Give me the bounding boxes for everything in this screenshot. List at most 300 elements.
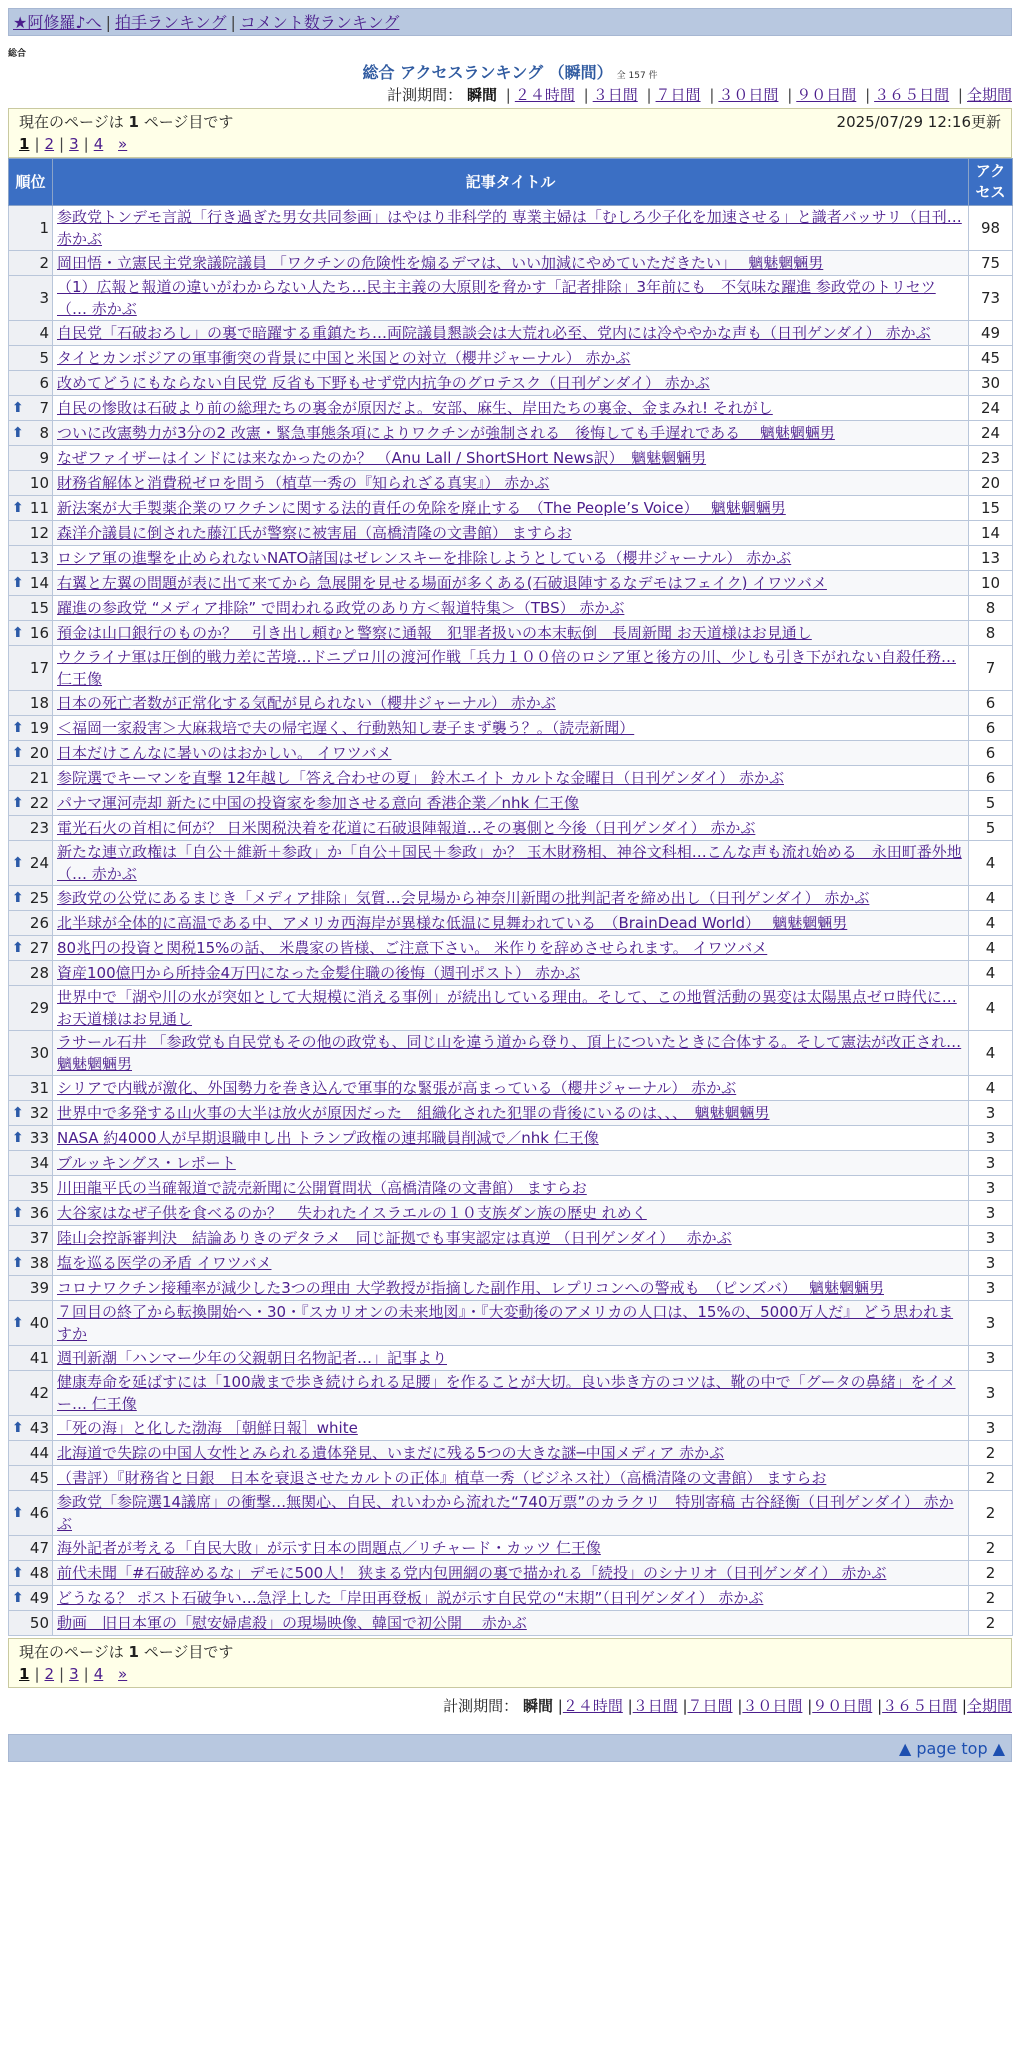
table-row xyxy=(9,321,1013,346)
period-link-all-bottom[interactable]: 全期間 xyxy=(966,1697,1012,1715)
table-row xyxy=(9,791,1013,816)
rank-number: 28 xyxy=(29,964,49,982)
article-link[interactable]: 改めてどうにもならない自民党 反省も下野もせず党内抗争のグロテスク（日刊ゲンダイ） 赤かぶ xyxy=(57,374,710,392)
table-row xyxy=(9,621,1013,646)
title-cell xyxy=(53,1441,969,1466)
table-row xyxy=(9,251,1013,276)
access-count: 2 xyxy=(969,1466,1013,1491)
rank-cell xyxy=(9,276,53,321)
table-row xyxy=(9,1251,1013,1276)
rank-cell xyxy=(9,886,53,911)
rank-cell xyxy=(9,1611,53,1636)
access-count: 24 xyxy=(969,421,1013,446)
access-count: 4 xyxy=(969,961,1013,986)
access-count: 30 xyxy=(969,371,1013,396)
access-count: 3 xyxy=(969,1371,1013,1416)
title-cell xyxy=(53,1491,969,1536)
page-link-3-bottom[interactable]: 3 xyxy=(69,1665,79,1683)
access-count: 6 xyxy=(969,691,1013,716)
rank-cell xyxy=(9,251,53,276)
table-row xyxy=(9,1586,1013,1611)
page xyxy=(8,8,1012,1762)
table-row xyxy=(9,521,1013,546)
access-count: 10 xyxy=(969,571,1013,596)
article-link[interactable]: 新たな連立政権は「自公＋維新＋参政」か「自公＋国民＋参政」か？ 玉木財務相、神谷文科相…こんな声も流れ始める 永田町番外地（… 赤かぶ xyxy=(57,843,962,883)
article-link[interactable]: 80兆円の投資と関税15%の話、 米農家の皆様、ご注意下さい。 米作りを辞めさせられます。 イワツバメ xyxy=(57,939,768,957)
rank-cell xyxy=(9,691,53,716)
access-count: 75 xyxy=(969,251,1013,276)
article-link[interactable]: 財務省解体と消費税ゼロを問う（植草一秀の『知られざる真実』） 赤かぶ xyxy=(57,474,550,492)
rank-cell xyxy=(9,1101,53,1126)
table-row xyxy=(9,1371,1013,1416)
up-arrow-icon: ⬆ xyxy=(12,625,24,641)
title-cell xyxy=(53,596,969,621)
up-arrow-icon: ⬆ xyxy=(12,575,24,591)
page-status-bottom: 現在のページは 1 ページ目です xyxy=(19,1643,234,1661)
article-link[interactable]: ラサール石井 「参政党も自民党もその他の政党も、同じ山を違う道から登り、頂上についたときに合体する。そして憲法が改正され… 魑魅魍魎男 xyxy=(57,1033,962,1073)
rank-number: 4 xyxy=(39,324,49,342)
up-arrow-icon: ⬆ xyxy=(12,1105,24,1121)
rank-cell xyxy=(9,1251,53,1276)
up-arrow-icon: ⬆ xyxy=(12,1420,24,1436)
nav-link-home[interactable]: ★阿修羅♪へ xyxy=(13,13,102,32)
rank-cell xyxy=(9,716,53,741)
rank-number: 40 xyxy=(29,1314,49,1332)
pager-top: 現在のページは 1 ページ目です 2025/07/29 12:16更新 1 | 2 | 3 | 4 » xyxy=(8,108,1012,158)
page-top-link[interactable]: ▲ page top ▲ xyxy=(898,1739,1005,1758)
footer-bar xyxy=(8,1734,1012,1762)
header-access: アクセス xyxy=(969,159,1013,206)
article-link[interactable]: 参政党「参院選14議席」の衝撃…無関心、自民、れいわから流れた“740万票”のカラクリ 特別寄稿 古谷経衡（日刊ゲンダイ） 赤かぶ xyxy=(57,1493,954,1533)
table-row xyxy=(9,1466,1013,1491)
article-link[interactable]: （書評）『財務省と日銀 日本を衰退させたカルトの正体』植草一秀（ビジネス社）（高橋清隆の文書館） ますらお xyxy=(57,1469,827,1487)
access-count: 2 xyxy=(969,1441,1013,1466)
title-cell xyxy=(53,496,969,521)
access-count: 5 xyxy=(969,791,1013,816)
rank-cell xyxy=(9,1416,53,1441)
rank-number: 39 xyxy=(29,1279,49,1297)
table-row xyxy=(9,496,1013,521)
article-link[interactable]: 日本だけこんなに暑いのはおかしい。 イワツバメ xyxy=(57,744,392,762)
rank-number: 46 xyxy=(29,1504,49,1522)
table-row xyxy=(9,986,1013,1031)
table-row xyxy=(9,936,1013,961)
title-cell xyxy=(53,1301,969,1346)
access-count: 3 xyxy=(969,1126,1013,1151)
rank-number: 24 xyxy=(29,854,49,872)
access-count: 2 xyxy=(969,1611,1013,1636)
access-count: 3 xyxy=(969,1201,1013,1226)
rank-number: 27 xyxy=(29,939,49,957)
table-row xyxy=(9,961,1013,986)
article-link[interactable]: 海外記者が考える「自民大敗」が示す日本の問題点／リチャード・カッツ 仁王像 xyxy=(57,1539,601,1557)
period-link-7d-bottom[interactable]: ７日間 xyxy=(687,1697,733,1715)
table-row xyxy=(9,1201,1013,1226)
title-cell xyxy=(53,471,969,496)
table-row xyxy=(9,546,1013,571)
access-count: 3 xyxy=(969,1346,1013,1371)
title-cell xyxy=(53,886,969,911)
table-row xyxy=(9,571,1013,596)
nav-link-comment-ranking[interactable]: コメント数ランキング xyxy=(239,13,400,32)
rank-cell xyxy=(9,546,53,571)
rank-number: 48 xyxy=(29,1564,49,1582)
article-link[interactable]: 電光石火の首相に何が？ 日米関税決着を花道に石破退陣報道…その裏側と今後（日刊ゲンダイ） 赤かぶ xyxy=(57,819,756,837)
table-row xyxy=(9,886,1013,911)
title-cell xyxy=(53,1126,969,1151)
article-link[interactable]: パナマ運河売却 新たに中国の投資家を参加させる意向 香港企業／nhk 仁王像 xyxy=(57,794,580,812)
rank-cell xyxy=(9,1301,53,1346)
access-count: 15 xyxy=(969,496,1013,521)
table-row xyxy=(9,1536,1013,1561)
title-cell xyxy=(53,841,969,886)
article-link[interactable]: 自民の惨敗は石破より前の総理たちの裏金が原因だよ。安部、麻生、岸田たちの裏金、金まみれ! それがし xyxy=(57,399,773,417)
rank-number: 8 xyxy=(39,424,49,442)
rank-number: 15 xyxy=(29,599,49,617)
access-count: 3 xyxy=(969,1416,1013,1441)
up-arrow-icon: ⬆ xyxy=(12,890,24,906)
access-count: 13 xyxy=(969,546,1013,571)
period-link-24h[interactable]: ２４時間 xyxy=(514,86,575,104)
period-link-365d-bottom[interactable]: ３６５日間 xyxy=(882,1697,958,1715)
page-status: 現在のページは 1 ページ目です xyxy=(19,113,234,131)
title-cell xyxy=(53,716,969,741)
up-arrow-icon: ⬆ xyxy=(12,1255,24,1271)
rank-number: 16 xyxy=(29,624,49,642)
up-arrow-icon: ⬆ xyxy=(12,1565,24,1581)
title-cell xyxy=(53,1176,969,1201)
table-row xyxy=(9,816,1013,841)
access-count: 8 xyxy=(969,596,1013,621)
access-count: 4 xyxy=(969,1076,1013,1101)
rank-number: 14 xyxy=(29,574,49,592)
table-row xyxy=(9,1176,1013,1201)
access-count: 3 xyxy=(969,1251,1013,1276)
rank-cell xyxy=(9,321,53,346)
period-current: 瞬間 xyxy=(466,86,497,104)
table-row xyxy=(9,1301,1013,1346)
rank-number: 1 xyxy=(39,219,49,237)
up-arrow-icon: ⬆ xyxy=(12,1590,24,1606)
article-link[interactable]: ７回目の終了から転換開始へ・30・『スカリオンの未来地図』・『大変動後のアメリカの人口は、15%の、5000万人だ』 どう思われますか xyxy=(57,1303,954,1343)
rank-number: 17 xyxy=(29,659,49,677)
nav-link-clap-ranking[interactable]: 拍手ランキング xyxy=(114,13,227,32)
table-row xyxy=(9,911,1013,936)
title-cell xyxy=(53,1346,969,1371)
article-link[interactable]: ＜福岡一家殺害＞大麻栽培で夫の帰宅遅く、行動熟知し妻子まず襲う？。（読売新聞） xyxy=(57,719,635,737)
period-link-3d-bottom[interactable]: ３日間 xyxy=(632,1697,678,1715)
article-link[interactable]: 陸山会控訴審判決 結論ありきのデタラメ 同じ証拠でも事実認定は真逆 （日刊ゲンダイ） 赤かぶ xyxy=(57,1229,732,1247)
table-row xyxy=(9,346,1013,371)
period-link-90d[interactable]: ９０日間 xyxy=(796,86,857,104)
title-cell xyxy=(53,816,969,841)
header-title: 記事タイトル xyxy=(53,159,969,206)
table-row xyxy=(9,446,1013,471)
article-link[interactable]: 新法案が大手製薬企業のワクチンに関する法的責任の免除を廃止する （The People’s Voice） 魑魅魍魎男 xyxy=(57,499,786,517)
table-row xyxy=(9,841,1013,886)
access-count: 45 xyxy=(969,346,1013,371)
access-count: 23 xyxy=(969,446,1013,471)
period-link-24h-bottom[interactable]: ２４時間 xyxy=(562,1697,623,1715)
table-row xyxy=(9,1491,1013,1536)
period-link-90d-bottom[interactable]: ９０日間 xyxy=(812,1697,873,1715)
rank-cell xyxy=(9,961,53,986)
table-row xyxy=(9,716,1013,741)
title-cell xyxy=(53,1226,969,1251)
rank-number: 35 xyxy=(29,1179,49,1197)
access-count: 4 xyxy=(969,986,1013,1031)
article-link[interactable]: 塩を巡る医学の矛盾 イワツバメ xyxy=(57,1254,272,1272)
article-link[interactable]: ロシア軍の進撃を止められないNATO諸国はゼレンスキーを排除しようとしている（櫻井ジャーナル） 赤かぶ xyxy=(57,549,792,567)
rank-number: 50 xyxy=(29,1614,49,1632)
rank-cell xyxy=(9,741,53,766)
article-link[interactable]: ブルッキングス・レポート xyxy=(57,1154,236,1172)
page-link-4[interactable]: 4 xyxy=(93,135,104,153)
rank-number: 9 xyxy=(39,449,49,467)
rank-cell xyxy=(9,1491,53,1536)
pager-bottom: 現在のページは 1 ページ目です 1 | 2 | 3 | 4 » xyxy=(8,1638,1012,1688)
rank-cell xyxy=(9,206,53,251)
rank-number: 18 xyxy=(29,694,49,712)
title-cell xyxy=(53,1276,969,1301)
rank-number: 38 xyxy=(29,1254,49,1272)
title-cell xyxy=(53,251,969,276)
updated-timestamp: 2025/07/29 12:16更新 xyxy=(836,113,1001,131)
table-row xyxy=(9,1076,1013,1101)
page-link-4-bottom[interactable]: 4 xyxy=(93,1665,104,1683)
article-link[interactable]: （1）広報と報道の違いがわからない人たち…民主主義の大原則を脅かす「記者排除」3年前にも 不気味な躍進 参政党のトリセツ（… 赤かぶ xyxy=(57,278,936,318)
access-count: 2 xyxy=(969,1491,1013,1536)
access-count: 2 xyxy=(969,1561,1013,1586)
rank-cell xyxy=(9,1151,53,1176)
article-link[interactable]: NASA 約4000人が早期退職申し出 トランプ政権の連邦職員削減で／nhk 仁王像 xyxy=(57,1129,599,1147)
up-arrow-icon: ⬆ xyxy=(12,425,24,441)
table-row xyxy=(9,1151,1013,1176)
article-link[interactable]: 預金は山口銀行のものか？ 引き出し頼むと警察に通報 犯罪者扱いの本末転倒 長周新聞 お天道様はお見通し xyxy=(57,624,812,642)
access-count: 8 xyxy=(969,621,1013,646)
title-cell xyxy=(53,1031,969,1076)
rank-cell xyxy=(9,936,53,961)
access-count: 4 xyxy=(969,841,1013,886)
article-link[interactable]: シリアで内戦が激化、外国勢力を巻き込んで軍事的な緊張が高まっている（櫻井ジャーナル） 赤かぶ xyxy=(57,1079,737,1097)
table-row xyxy=(9,206,1013,251)
rank-cell xyxy=(9,791,53,816)
rank-number: 36 xyxy=(29,1204,49,1222)
article-link[interactable]: 川田龍平氏の当確報道で読売新聞に公開質問状（高橋清隆の文書館） ますらお xyxy=(57,1179,587,1197)
article-link[interactable]: 躍進の参政党 “メディア排除” で問われる政党のあり方＜報道特集＞（TBS） 赤かぶ xyxy=(57,599,625,617)
table-row xyxy=(9,1126,1013,1151)
table-row xyxy=(9,396,1013,421)
article-link[interactable]: 「死の海」と化した渤海 ［朝鮮日報］white xyxy=(57,1419,358,1437)
article-link[interactable]: ついに改憲勢力が3分の2 改憲・緊急事態条項によりワクチンが強制される 後悔しても手遅れである 魑魅魍魎男 xyxy=(57,424,835,442)
article-link[interactable]: 参政党の公党にあるまじき「メディア排除」気質…会見場から神奈川新聞の批判記者を締め出し（日刊ゲンダイ） 赤かぶ xyxy=(57,889,870,907)
up-arrow-icon: ⬆ xyxy=(12,400,24,416)
rank-number: 19 xyxy=(29,719,49,737)
table-row xyxy=(9,1611,1013,1636)
table-row xyxy=(9,741,1013,766)
title-cell xyxy=(53,911,969,936)
access-count: 2 xyxy=(969,1586,1013,1611)
page-title: 総合 アクセスランキング （瞬間） xyxy=(362,63,613,82)
table-row xyxy=(9,471,1013,496)
title-cell xyxy=(53,1251,969,1276)
period-link-all[interactable]: 全期間 xyxy=(966,86,1012,104)
rank-number: 29 xyxy=(29,999,49,1017)
rank-cell xyxy=(9,1561,53,1586)
rank-cell xyxy=(9,1126,53,1151)
period-link-30d[interactable]: ３０日間 xyxy=(718,86,779,104)
title-cell xyxy=(53,1416,969,1441)
rank-cell xyxy=(9,371,53,396)
article-link[interactable]: 世界中で「湖や川の水が突如として大規模に消える事例」が続出している理由。そして、この地質活動の異変は太陽黒点ゼロ時代に… お天道様はお見通し xyxy=(57,988,957,1028)
rank-cell xyxy=(9,596,53,621)
access-count: 6 xyxy=(969,716,1013,741)
article-link[interactable]: なぜファイザーはインドには来なかったのか？ （Anu Lall / ShortSHort News訳） 魑魅魍魎男 xyxy=(57,449,707,467)
page-link-2[interactable]: 2 xyxy=(44,135,55,153)
article-link[interactable]: 北海道で失踪の中国人女性とみられる遺体発見、いまだに残る5つの大きな謎─中国メディア 赤かぶ xyxy=(57,1444,725,1462)
top-nav: ★阿修羅♪へ | 拍手ランキング | コメント数ランキング xyxy=(8,8,1012,36)
title-cell xyxy=(53,646,969,691)
rank-cell xyxy=(9,1226,53,1251)
article-link[interactable]: 健康寿命を延ばすには「100歳まで歩き続けられる足腰」を作ることが大切。良い歩き方のコツは、靴の中で「グータの鼻緒」をイメー… 仁王像 xyxy=(57,1373,956,1413)
rank-cell xyxy=(9,496,53,521)
rank-number: 42 xyxy=(29,1384,49,1402)
item-count: 全 157 件 xyxy=(616,71,658,81)
rank-cell xyxy=(9,1371,53,1416)
access-count: 4 xyxy=(969,936,1013,961)
page-link-2-bottom[interactable]: 2 xyxy=(44,1665,55,1683)
rank-number: 6 xyxy=(39,374,49,392)
article-link[interactable]: 参政党トンデモ言説「行き過ぎた男女共同参画」はやはり非科学的 専業主婦は「むしろ少子化を加速させる」と識者バッサリ（日刊… 赤かぶ xyxy=(57,208,962,248)
access-count: 3 xyxy=(969,1301,1013,1346)
rank-number: 37 xyxy=(29,1229,49,1247)
rank-cell xyxy=(9,1176,53,1201)
access-count: 24 xyxy=(969,396,1013,421)
rank-number: 7 xyxy=(39,399,49,417)
section-label: 総合 xyxy=(8,49,27,59)
article-link[interactable]: 参院選でキーマンを直撃 12年越し「答え合わせの夏」 鈴木エイト カルトな金曜日（日刊ゲンダイ） 赤かぶ xyxy=(57,769,784,787)
up-arrow-icon: ⬆ xyxy=(12,940,24,956)
table-row xyxy=(9,1441,1013,1466)
article-link[interactable]: 右翼と左翼の問題が表に出て来てから 急展開を見せる場面が多くある(石破退陣するなデモはフェイク) イワツバメ xyxy=(57,574,827,592)
rank-number: 41 xyxy=(29,1349,49,1367)
access-count: 49 xyxy=(969,321,1013,346)
page-link-1-bottom: 1 xyxy=(19,1665,30,1683)
rank-number: 2 xyxy=(39,254,49,272)
article-link[interactable]: 世界中で多発する山火事の大半は放火が原因だった 組織化された犯罪の背後にいるのは、、、 魑魅魍魎男 xyxy=(57,1104,770,1122)
access-count: 4 xyxy=(969,1031,1013,1076)
article-link[interactable]: タイとカンボジアの軍事衝突の背景に中国と米国との対立（櫻井ジャーナル） 赤かぶ xyxy=(57,349,631,367)
title-cell xyxy=(53,421,969,446)
article-link[interactable]: 森洋介議員に倒された藤江氏が警察に被害届（高橋清隆の文書館） ますらお xyxy=(57,524,572,542)
access-count: 5 xyxy=(969,816,1013,841)
access-count: 6 xyxy=(969,766,1013,791)
title-cell xyxy=(53,1201,969,1226)
title-cell xyxy=(53,1466,969,1491)
rank-cell xyxy=(9,986,53,1031)
rank-number: 32 xyxy=(29,1104,49,1122)
table-row xyxy=(9,371,1013,396)
rank-number: 22 xyxy=(29,794,49,812)
rank-number: 44 xyxy=(29,1444,49,1462)
article-link[interactable]: 資産100億円から所持金4万円になった金髪住職の後悔（週刊ポスト） 赤かぶ xyxy=(57,964,580,982)
title-cell xyxy=(53,446,969,471)
rank-cell xyxy=(9,766,53,791)
table-row xyxy=(9,691,1013,716)
page-link-next-bottom[interactable]: » xyxy=(118,1665,128,1683)
access-count: 7 xyxy=(969,646,1013,691)
article-link[interactable]: 前代未聞「#石破辞めるな」デモに500人！ 狭まる党内包囲網の裏で描かれる「続投」のシナリオ（日刊ゲンダイ） 赤かぶ xyxy=(57,1564,887,1582)
up-arrow-icon: ⬆ xyxy=(12,1505,24,1521)
access-count: 3 xyxy=(969,1276,1013,1301)
title-cell xyxy=(53,766,969,791)
title-cell xyxy=(53,571,969,596)
article-link[interactable]: 動画 旧日本軍の「慰安婦虐殺」の現場映像、韓国で初公開 赤かぶ xyxy=(57,1614,527,1632)
title-cell xyxy=(53,1561,969,1586)
title-cell xyxy=(53,521,969,546)
access-count: 98 xyxy=(969,206,1013,251)
up-arrow-icon: ⬆ xyxy=(12,1315,24,1331)
article-link[interactable]: どうなる？ ポスト石破争い…急浮上した「岸田再登板」説が示す自民党の“末期”（日刊ゲンダイ） 赤かぶ xyxy=(57,1589,764,1607)
article-link[interactable]: 日本の死亡者数が正常化する気配が見られない（櫻井ジャーナル） 赤かぶ xyxy=(57,694,556,712)
rank-cell xyxy=(9,1441,53,1466)
access-count: 20 xyxy=(969,471,1013,496)
page-title-row xyxy=(8,62,1012,84)
title-cell xyxy=(53,321,969,346)
rank-cell xyxy=(9,816,53,841)
title-cell xyxy=(53,741,969,766)
table-row xyxy=(9,1101,1013,1126)
rank-cell xyxy=(9,1536,53,1561)
page-link-3[interactable]: 3 xyxy=(69,135,79,153)
rank-cell xyxy=(9,1076,53,1101)
period-link-365d[interactable]: ３６５日間 xyxy=(874,86,950,104)
rank-cell xyxy=(9,521,53,546)
article-link[interactable]: 北半球が全体的に高温である中、アメリカ西海岸が異様な低温に見舞われている （BrainDead World） 魑魅魍魎男 xyxy=(57,914,848,932)
title-cell xyxy=(53,276,969,321)
rank-number: 10 xyxy=(29,474,49,492)
rank-cell xyxy=(9,396,53,421)
table-row xyxy=(9,1346,1013,1371)
rank-cell xyxy=(9,446,53,471)
rank-cell xyxy=(9,646,53,691)
period-link-7d[interactable]: ７日間 xyxy=(655,86,701,104)
article-link[interactable]: 岡田悟・立憲民主党衆議院議員 「ワクチンの危険性を煽るデマは、いい加減にやめていただきたい」 魑魅魍魎男 xyxy=(57,254,824,272)
table-row xyxy=(9,421,1013,446)
rank-number: 47 xyxy=(29,1539,49,1557)
article-link[interactable]: ウクライナ軍は圧倒的戦力差に苦境…ドニプロ川の渡河作戦「兵力１００倍のロシア軍と後方の川、少しも引き下がれない自殺任務… 仁王像 xyxy=(57,648,956,688)
period-selector-bottom: 計測期間： 瞬間 |２４時間 |３日間 |７日間 |３０日間 |９０日間 |３６５日間 |全期間 xyxy=(443,1697,1012,1715)
rank-number: 30 xyxy=(29,1044,49,1062)
rank-cell xyxy=(9,841,53,886)
rank-number: 45 xyxy=(29,1469,49,1487)
article-link[interactable]: 大谷家はなぜ子供を食べるのか？ 失われたイスラエルの１０支族ダン族の歴史 れめく xyxy=(57,1204,647,1222)
article-link[interactable]: コロナワクチン接種率が減少した3つの理由 大学教授が指摘した副作用、レプリコンへの警戒も （ピンズバ） 魑魅魍魎男 xyxy=(57,1279,884,1297)
article-link[interactable]: 自民党「石破おろし」の裏で暗躍する重鎮たち…両院議員懇談会は大荒れ必至、党内には冷ややかな声も（日刊ゲンダイ） 赤かぶ xyxy=(57,324,931,342)
ranking-body xyxy=(9,206,1013,1636)
page-link-next[interactable]: » xyxy=(118,135,128,153)
up-arrow-icon: ⬆ xyxy=(12,1130,24,1146)
rank-number: 5 xyxy=(39,349,49,367)
rank-cell xyxy=(9,1276,53,1301)
period-link-3d[interactable]: ３日間 xyxy=(592,86,638,104)
title-cell xyxy=(53,1151,969,1176)
title-cell xyxy=(53,346,969,371)
article-link[interactable]: 週刊新潮「ハンマー少年の父親朝日名物記者…」記事より xyxy=(57,1349,448,1367)
title-cell xyxy=(53,1371,969,1416)
title-cell xyxy=(53,371,969,396)
period-link-30d-bottom[interactable]: ３０日間 xyxy=(742,1697,803,1715)
